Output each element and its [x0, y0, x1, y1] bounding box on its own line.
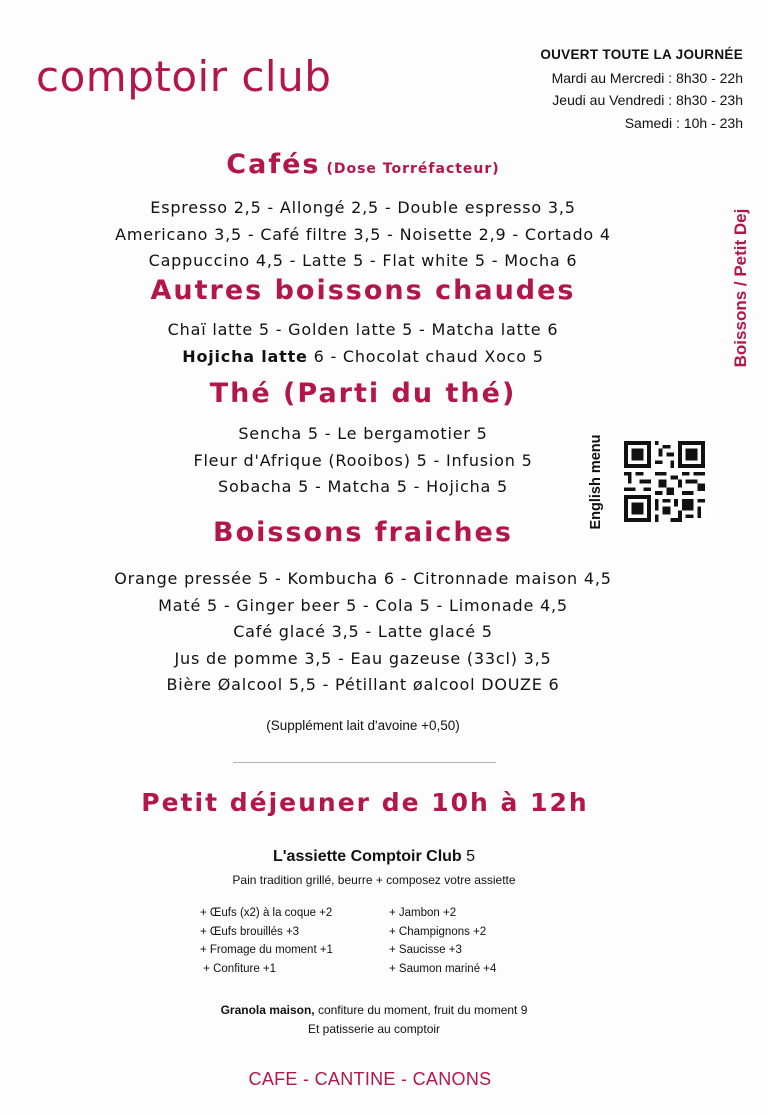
- section-title-hot-drinks: Autres boissons chaudes: [150, 275, 576, 306]
- plate-options-right: [389, 904, 496, 978]
- plate-options-left: [200, 904, 333, 978]
- section-subtitle: (Dose Torréfacteur): [326, 161, 500, 177]
- pastry-line: Et patisserie au comptoir: [307, 1022, 441, 1036]
- section-title-cold-drinks: Boissons fraiches: [213, 517, 513, 548]
- section-title-cafes: [0, 149, 726, 180]
- hours-line: Mardi au Mercredi : 8h30 - 22h: [551, 69, 743, 86]
- menu-line: [0, 344, 726, 371]
- menu-line: Maté 5 - Ginger beer 5 - Cola 5 - Limonade 4,5: [158, 595, 568, 615]
- menu-line: Espresso 2,5 - Allongé 2,5 - Double espresso 3,5: [150, 198, 576, 217]
- hours-title: OUVERT TOUTE LA JOURNÉE: [540, 47, 743, 62]
- menu-line: Americano 3,5 - Café filtre 3,5 - Noisette 2,9 - Cortado 4: [115, 224, 611, 244]
- granola-line: [0, 1003, 748, 1017]
- menu-line: Sencha 5 - Le bergamotier 5: [238, 424, 488, 443]
- menu-line: Fleur d'Afrique (Rooibos) 5 - Infusion 5: [193, 450, 533, 470]
- plate-price: 5: [461, 848, 476, 865]
- granola-details: confiture du moment, fruit du moment 9: [314, 1003, 528, 1017]
- brand-title: comptoir club: [36, 52, 332, 101]
- plate-option: + Champignons +2: [389, 925, 487, 938]
- opening-hours: [540, 44, 743, 134]
- plate-option: + Fromage du moment +1: [200, 944, 333, 956]
- plate-option: + Jambon +2: [389, 907, 457, 919]
- plate-option: + Œufs brouillés +3: [200, 925, 300, 938]
- side-section-label: Boissons / Petit Dej: [731, 208, 750, 368]
- menu-line: Cappuccino 4,5 - Latte 5 - Flat white 5 - Mocha 6: [148, 251, 578, 270]
- menu-item-bold: Hojicha latte: [182, 346, 308, 366]
- plate-option: + Œufs (x2) à la coque +2: [200, 907, 333, 919]
- menu-line: Chaï latte 5 - Golden latte 5 - Matcha latte 6: [167, 320, 559, 339]
- hours-line: Samedi : 10h - 23h: [624, 114, 743, 131]
- granola-name: Granola maison,: [220, 1003, 315, 1017]
- menu-line: Sobacha 5 - Matcha 5 - Hojicha 5: [217, 477, 508, 496]
- menu-line: Café glacé 3,5 - Latte glacé 5: [233, 622, 493, 641]
- oat-milk-note: (Supplément lait d'avoine +0,50): [266, 718, 460, 733]
- section-divider: [233, 762, 496, 763]
- plate-heading: [0, 848, 748, 866]
- plate-option: + Saucisse +3: [389, 944, 462, 956]
- breakfast-title: Petit déjeuner de 10h à 12h: [141, 788, 589, 817]
- menu-lines-hot-drinks: [0, 317, 726, 370]
- plate-name: L'assiette Comptoir Club: [272, 848, 462, 865]
- menu-line: Jus de pomme 3,5 - Eau gazeuse (33cl) 3,5: [174, 648, 552, 668]
- menu-lines-cold-drinks: [0, 566, 726, 699]
- menu-lines-tea: [0, 421, 726, 501]
- menu-line: Orange pressée 5 - Kombucha 6 - Citronnade maison 4,5: [114, 569, 612, 588]
- plate-description: Pain tradition grillé, beurre + composez votre assiette: [232, 873, 516, 887]
- menu-line-rest: 6 - Chocolat chaud Xoco 5: [307, 346, 544, 366]
- footer-tagline: CAFE - CANTINE - CANONS: [248, 1069, 492, 1089]
- english-menu-label: English menu: [588, 434, 604, 530]
- section-title-tea: Thé (Parti du thé): [209, 378, 517, 409]
- menu-line: Bière Øalcool 5,5 - Pétillant øalcool DOUZE 6: [166, 675, 560, 694]
- plate-option: + Saumon mariné +4: [389, 962, 497, 975]
- section-title-text: Cafés: [226, 149, 321, 180]
- menu-lines-cafes: [0, 195, 726, 275]
- hours-line: Jeudi au Vendredi : 8h30 - 23h: [552, 92, 743, 108]
- plate-option: + Confiture +1: [200, 962, 277, 975]
